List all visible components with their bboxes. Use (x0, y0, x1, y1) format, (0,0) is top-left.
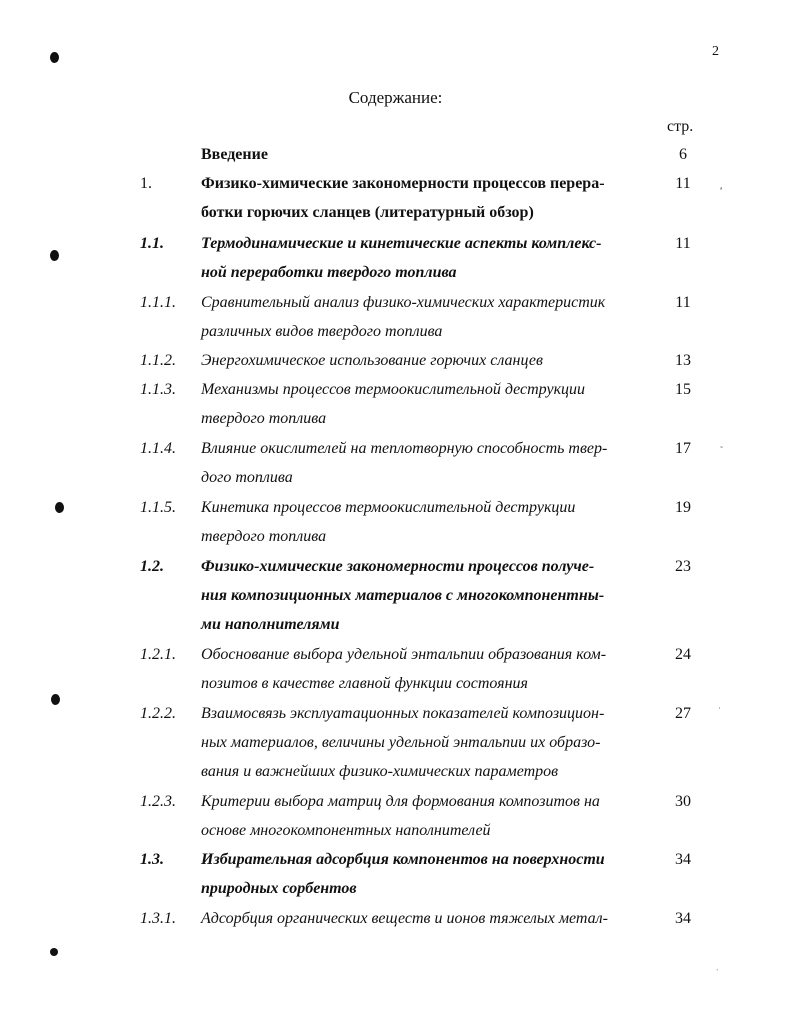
entry-number: 1. (140, 175, 152, 192)
entry-line: Термодинамические и кинетические аспекты комплекс- (201, 235, 602, 252)
entry-title (201, 288, 656, 346)
scan-speck: ᵃ (720, 184, 723, 194)
entry-page: 13 (675, 352, 691, 369)
scan-speck: ˜ (720, 445, 723, 455)
entry-line: Влияние окислителей на теплотворную способность твер- (201, 440, 608, 457)
scan-speck: ˑ (716, 966, 719, 976)
entry-line: Адсорбция органических веществ и ионов тяжелых метал- (201, 910, 608, 927)
entry-number: 1.3.1. (140, 910, 176, 927)
entry-title (201, 434, 656, 492)
entry-line: Кинетика процессов термоокислительной деструкции (201, 499, 576, 516)
entry-line: ботки горючих сланцев (литературный обзор) (201, 204, 534, 221)
scan-blot (50, 250, 59, 261)
entry-line: природных сорбентов (201, 880, 357, 897)
entry-title (201, 904, 656, 933)
entry-title (201, 845, 656, 903)
entry-line: основе многокомпонентных наполнителей (201, 822, 491, 839)
entry-number: 1.1.3. (140, 381, 176, 398)
entry-line: ния композиционных материалов с многокомпонентны- (201, 587, 605, 604)
entry-title (201, 699, 656, 786)
entry-line: ной переработки твердого топлива (201, 264, 457, 281)
entry-title (201, 493, 656, 551)
entry-title (201, 552, 656, 639)
entry-line: различных видов твердого топлива (201, 323, 443, 340)
entry-number: 1.2.2. (140, 705, 176, 722)
entry-page: 34 (675, 851, 691, 868)
scan-blot (50, 948, 58, 956)
page-title: Содержание: (348, 88, 443, 107)
entry-number: 1.2.1. (140, 646, 176, 663)
entry-number: 1.1.2. (140, 352, 176, 369)
entry-title (201, 346, 656, 375)
scan-blot (50, 52, 59, 63)
entry-page: 27 (675, 705, 691, 722)
entry-number: 1.1.1. (140, 294, 176, 311)
entry-title (201, 140, 656, 169)
entry-line: Физико-химические закономерности процессов получе- (201, 558, 595, 575)
entry-line: позитов в качестве главной функции состояния (201, 675, 528, 692)
entry-title (201, 169, 656, 227)
entry-line: ных материалов, величины удельной энтальпии их образо- (201, 734, 601, 751)
entry-page: 11 (675, 235, 691, 252)
page-column-label: стр. (667, 118, 694, 135)
entry-title (201, 375, 656, 433)
entry-line: Обоснование выбора удельной энтальпии образования ком- (201, 646, 607, 663)
entry-line: ми наполнителями (201, 616, 340, 633)
entry-page: 30 (675, 793, 691, 810)
entry-page: 34 (675, 910, 691, 927)
entry-title (201, 229, 656, 287)
entry-page: 11 (675, 175, 691, 192)
entry-page: 15 (675, 381, 691, 398)
entry-page: 6 (679, 146, 687, 163)
entry-line: дого топлива (201, 469, 293, 486)
entry-number: 1.3. (140, 851, 164, 868)
entry-page: 23 (675, 558, 691, 575)
entry-line: Взаимосвязь эксплуатационных показателей композицион- (201, 705, 605, 722)
entry-title (201, 640, 656, 698)
entry-page: 19 (675, 499, 691, 516)
entry-title (201, 787, 656, 845)
entry-page: 11 (675, 294, 691, 311)
entry-line: Энергохимическое использование горючих сланцев (201, 352, 543, 369)
entry-number: 1.1.5. (140, 499, 176, 516)
entry-line: Сравнительный анализ физико-химических характеристик (201, 294, 606, 311)
entry-page: 17 (675, 440, 691, 457)
entry-line: Физико-химические закономерности процессов перера- (201, 175, 605, 192)
scan-speck: ʾ (718, 706, 721, 716)
entry-page: 24 (675, 646, 691, 663)
entry-number: 1.1.4. (140, 440, 176, 457)
entry-line: твердого топлива (201, 410, 327, 427)
entry-number: 1.2.3. (140, 793, 176, 810)
entry-line: твердого топлива (201, 528, 327, 545)
entry-number: 1.2. (140, 558, 164, 575)
scan-blot (55, 502, 64, 513)
entry-number: 1.1. (140, 235, 164, 252)
entry-line: Механизмы процессов термоокислительной деструкции (201, 381, 586, 398)
entry-line: Введение (201, 146, 268, 163)
entry-line: Критерии выбора матриц для формования композитов на (201, 793, 600, 810)
page-number: 2 (712, 44, 719, 59)
entry-line: вания и важнейших физико-химических параметров (201, 763, 559, 780)
entry-line: Избирательная адсорбция компонентов на поверхности (201, 851, 605, 868)
scan-blot (51, 694, 60, 705)
